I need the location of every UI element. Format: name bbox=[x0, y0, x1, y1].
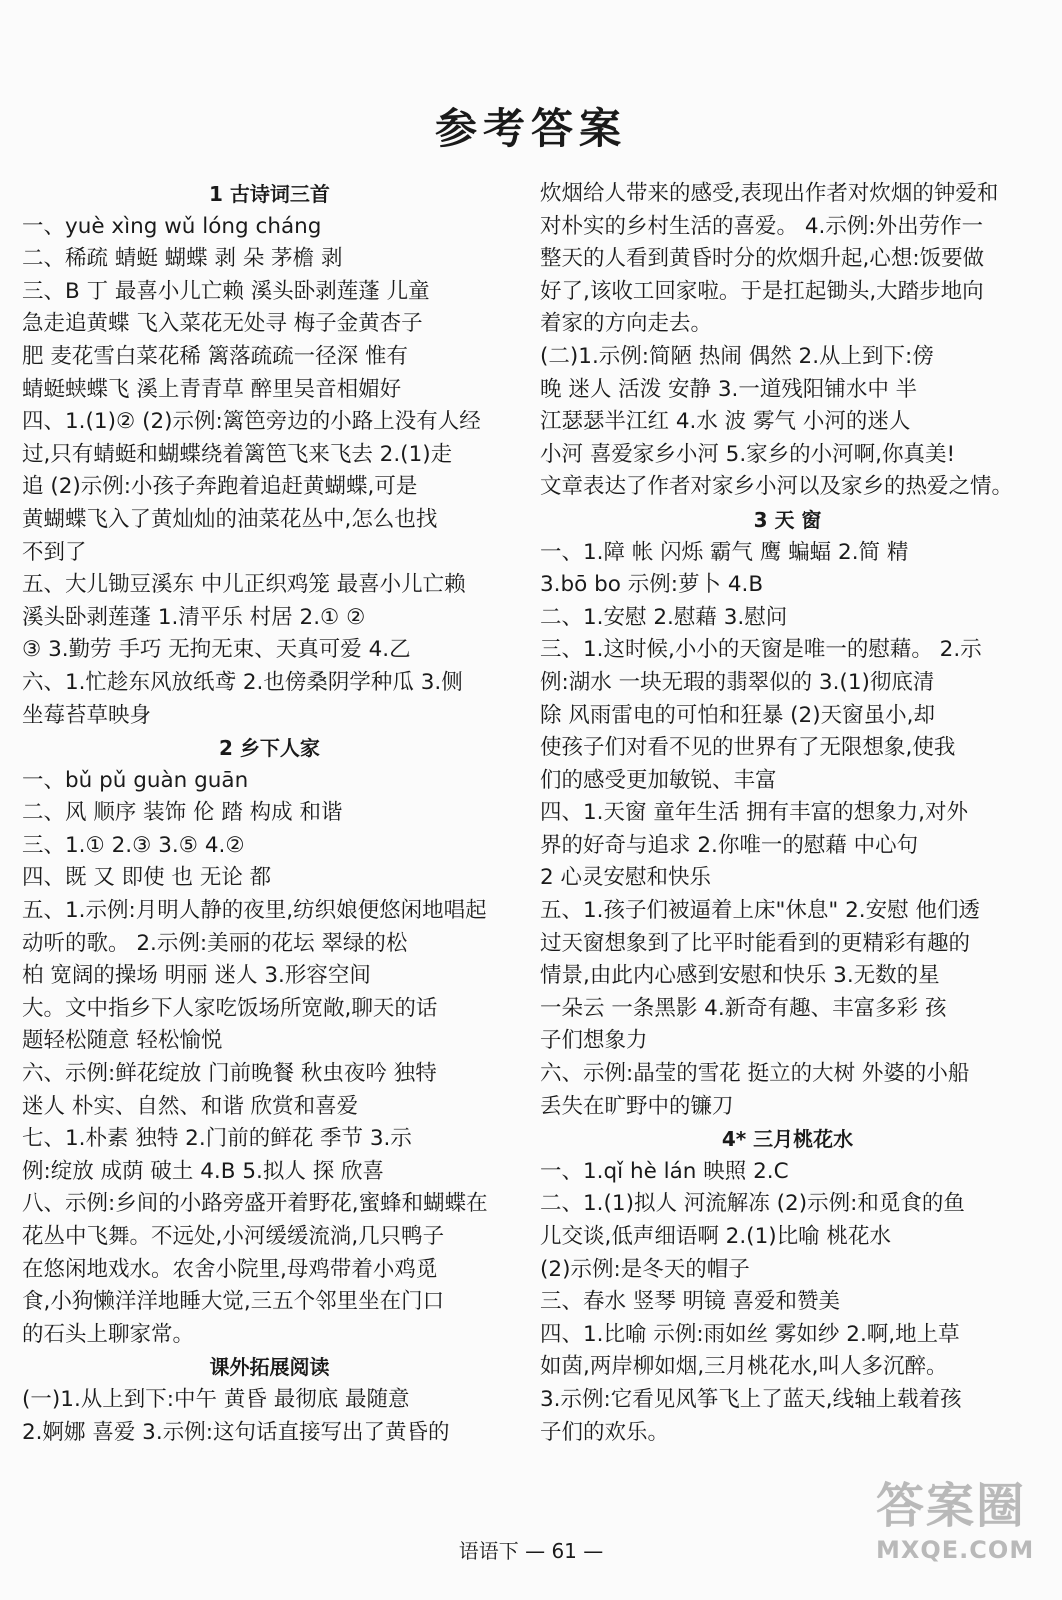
answer-line: 例:湖水 一块无瑕的翡翠似的 3.(1)彻底清 bbox=[540, 669, 935, 695]
answer-line: 的石头上聊家常。 bbox=[22, 1321, 195, 1347]
section-heading: 课外拓展阅读 bbox=[209, 1355, 330, 1380]
answer-line: 二、风 顺序 装饰 伦 踏 构成 和谐 bbox=[22, 800, 343, 826]
answer-line: 文章表达了作者对家乡小河以及家乡的热爱之情。 bbox=[540, 474, 1014, 500]
answer-line: 一、1.qǐ hè lán 映照 2.C bbox=[540, 1158, 789, 1184]
answer-line: 好了,该收工回家啦。于是扛起锄头,大踏步地向 bbox=[540, 278, 984, 304]
answer-line: 花丛中飞舞。不远处,小河缓缓流淌,几只鸭子 bbox=[22, 1224, 445, 1249]
answer-line: 3.bō bo 示例:萝卜 4.B bbox=[540, 572, 764, 598]
answer-line: ③ 3.勤劳 手巧 无拘无束、天真可爱 4.乙 bbox=[22, 637, 411, 663]
answer-line: 过天窗想象到了比平时能看到的更精彩有趣的 bbox=[540, 930, 971, 956]
answer-line: 三、1.这时候,小小的天窗是唯一的慰藉。 2.示 bbox=[540, 637, 982, 663]
answer-line: 五、1.孩子们被逼着上床"休息" 2.安慰 他们透 bbox=[540, 898, 980, 924]
answer-line: 子们的欢乐。 bbox=[540, 1419, 670, 1445]
answer-line: 一朵云 一条黑影 4.新奇有趣、丰富多彩 孩 bbox=[540, 995, 947, 1021]
answer-line: 二、稀疏 蜻蜓 蝴蝶 剥 朵 茅檐 剥 bbox=[22, 246, 343, 272]
answer-line: 动听的歌。 2.示例:美丽的花坛 翠绿的松 bbox=[22, 930, 408, 956]
answer-line: 追 (2)示例:小孩子奔跑着追赶黄蝴蝶,可是 bbox=[22, 474, 418, 500]
section-heading: 1 古诗词三首 bbox=[209, 182, 330, 206]
answer-line: 2.婀娜 喜爱 3.示例:这句话直接写出了黄昏的 bbox=[22, 1419, 450, 1445]
answer-line: 柏 宽阔的操场 明丽 迷人 3.形容空间 bbox=[22, 963, 371, 989]
answer-line: 大。文中指乡下人家吃饭场所宽敞,聊天的话 bbox=[22, 995, 438, 1021]
left-column bbox=[22, 178, 517, 1449]
watermark-logo bbox=[876, 1476, 1046, 1586]
answer-line: (一)1.从上到下:中午 黄昏 最彻底 最随意 bbox=[22, 1386, 410, 1412]
answer-line: 使孩子们对看不见的世界有了无限想象,使我 bbox=[540, 735, 956, 761]
answer-line: 炊烟给人带来的感受,表现出作者对炊烟的钟爱和 bbox=[540, 181, 999, 206]
answer-line: 八、示例:乡间的小路旁盛开着野花,蜜蜂和蝴蝶在 bbox=[22, 1191, 488, 1217]
answer-line: 三、1.① 2.③ 3.⑤ 4.② bbox=[22, 832, 245, 858]
answer-line: 三、B 丁 最喜小儿亡赖 溪头卧剥莲蓬 儿童 bbox=[22, 278, 430, 304]
answer-line: 坐莓苔草映身 bbox=[22, 702, 152, 728]
answer-line: 整天的人看到黄昏时分的炊烟升起,心想:饭要做 bbox=[540, 246, 985, 272]
answer-line: 四、1.比喻 示例:雨如丝 雾如纱 2.啊,地上草 bbox=[540, 1321, 960, 1347]
answer-line: 四、1.天窗 童年生活 拥有丰富的想象力,对外 bbox=[540, 800, 969, 826]
answer-line: 丢失在旷野中的镰刀 bbox=[540, 1093, 734, 1119]
answer-line: 在悠闲地戏水。农舍小院里,母鸡带着小鸡觅 bbox=[22, 1256, 438, 1282]
page-title: 参考答案 bbox=[434, 104, 627, 153]
answer-line: 题轻松随意 轻松愉悦 bbox=[22, 1028, 223, 1054]
watermark-url: MXQE.COM bbox=[876, 1536, 1035, 1564]
section-heading: 4* 三月桃花水 bbox=[721, 1127, 854, 1152]
answer-line: 蜻蜓蛱蝶飞 溪上青青草 醉里吴音相媚好 bbox=[22, 376, 402, 402]
answer-line: (2)示例:是冬天的帽子 bbox=[540, 1256, 750, 1282]
answer-line: 除 风雨雷电的可怕和狂暴 (2)天窗虽小,却 bbox=[540, 702, 935, 728]
answer-line: 对朴实的乡村生活的喜爱。 4.示例:外出劳作一 bbox=[540, 213, 984, 239]
answer-line: 七、1.朴素 独特 2.门前的鲜花 季节 3.示 bbox=[22, 1126, 412, 1152]
answer-line: 们的感受更加敏锐、丰富 bbox=[540, 767, 777, 793]
answer-line: 三、春水 竖琴 明镜 喜爱和赞美 bbox=[540, 1289, 841, 1315]
answer-line: 2 心灵安慰和快乐 bbox=[540, 865, 712, 891]
answer-line: 迷人 朴实、自然、和谐 欣赏和喜爱 bbox=[22, 1093, 359, 1119]
answer-line: 例:绽放 成荫 破土 4.B 5.拟人 探 欣喜 bbox=[22, 1158, 385, 1184]
answer-line: (二)1.示例:简陋 热闹 偶然 2.从上到下:傍 bbox=[540, 343, 934, 369]
answer-line: 不到了 bbox=[22, 539, 87, 565]
answer-line: 情景,由此内心感到安慰和快乐 3.无数的星 bbox=[540, 963, 940, 989]
answer-line: 小河 喜爱家乡小河 5.家乡的小河啊,你真美! bbox=[540, 441, 956, 467]
answer-line: 江瑟瑟半江红 4.水 波 雾气 小河的迷人 bbox=[540, 409, 911, 435]
answer-line: 二、1.(1)拟人 河流解冻 (2)示例:和觅食的鱼 bbox=[540, 1191, 965, 1217]
answer-line: 六、示例:晶莹的雪花 挺立的大树 外婆的小船 bbox=[540, 1061, 970, 1087]
answer-line: 着家的方向走去。 bbox=[540, 311, 713, 337]
answer-line: 二、1.安慰 2.慰藉 3.慰问 bbox=[540, 604, 788, 630]
page-footer: 语语下 — 61 — bbox=[458, 1539, 604, 1563]
answer-line: 一、yuè xìng wǔ lóng cháng bbox=[22, 213, 322, 239]
answer-line: 一、bǔ pǔ guàn guān bbox=[22, 767, 249, 793]
watermark-logo-text: 答案圈 bbox=[876, 1478, 1027, 1534]
answer-line: 晚 迷人 活泼 安静 3.一道残阳铺水中 半 bbox=[540, 376, 918, 402]
answer-line: 六、示例:鲜花绽放 门前晚餐 秋虫夜吟 独特 bbox=[22, 1061, 437, 1087]
answer-line: 儿交谈,低声细语啊 2.(1)比喻 桃花水 bbox=[540, 1224, 891, 1249]
section-heading: 2 乡下人家 bbox=[219, 736, 320, 761]
answer-line: 一、1.障 帐 闪烁 霸气 鹰 蝙蝠 2.简 精 bbox=[540, 539, 909, 565]
answer-line: 如茵,两岸柳如烟,三月桃花水,叫人多沉醉。 bbox=[540, 1354, 948, 1380]
answer-line: 界的好奇与追求 2.你唯一的慰藉 中心句 bbox=[540, 832, 919, 858]
answer-line: 溪头卧剥莲蓬 1.清平乐 村居 2.① ② bbox=[22, 604, 366, 630]
answer-line: 3.示例:它看见风筝飞上了蓝天,线轴上载着孩 bbox=[540, 1386, 962, 1412]
section-heading: 3 天 窗 bbox=[753, 507, 822, 532]
answer-line: 五、1.示例:月明人静的夜里,纺织娘便悠闲地唱起 bbox=[22, 898, 487, 924]
answer-line: 过,只有蜻蜓和蝴蝶绕着篱笆飞来飞去 2.(1)走 bbox=[22, 441, 453, 467]
answer-line: 子们想象力 bbox=[540, 1028, 648, 1054]
answer-line: 六、1.忙趁东风放纸鸢 2.也傍桑阴学种瓜 3.侧 bbox=[22, 669, 463, 695]
answer-line: 五、大儿锄豆溪东 中儿正织鸡笼 最喜小儿亡赖 bbox=[22, 572, 466, 598]
answer-line: 急走追黄蝶 飞入菜花无处寻 梅子金黄杏子 bbox=[22, 311, 423, 337]
answer-line: 黄蝴蝶飞入了黄灿灿的油菜花丛中,怎么也找 bbox=[22, 506, 438, 532]
answer-line: 肥 麦花雪白菜花稀 篱落疏疏一径深 惟有 bbox=[22, 343, 409, 369]
answer-line: 食,小狗懒洋洋地睡大觉,三五个邻里坐在门口 bbox=[22, 1289, 445, 1315]
answer-line: 四、1.(1)② (2)示例:篱笆旁边的小路上没有人经 bbox=[22, 409, 481, 435]
answer-line: 四、既 又 即使 也 无论 都 bbox=[22, 865, 272, 891]
right-column bbox=[540, 178, 1035, 1449]
